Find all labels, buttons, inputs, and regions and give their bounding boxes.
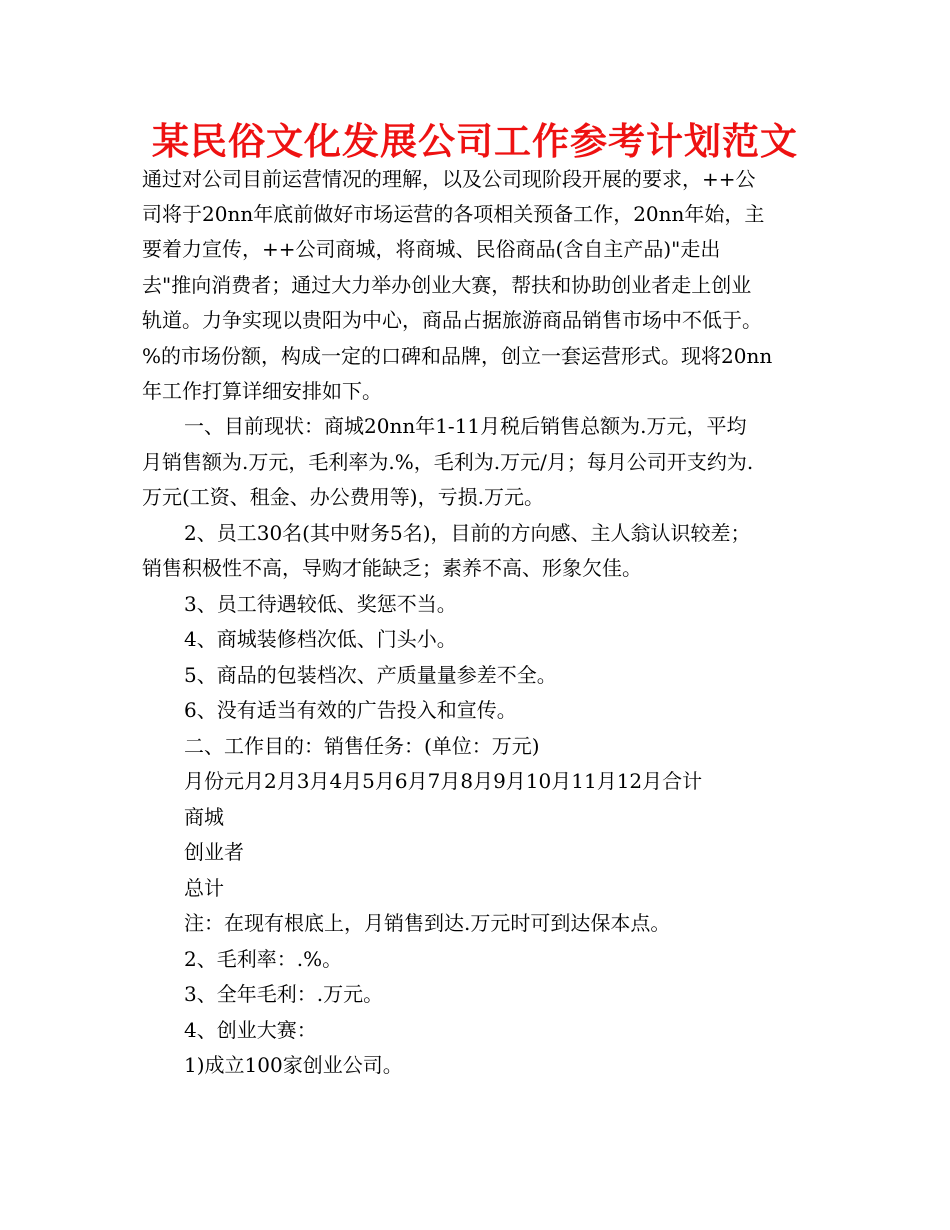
list-item: 3、员工待遇较低、奖惩不当。 — [184, 592, 457, 616]
section-heading: 二、工作目的：销售任务：(单位：万元) — [184, 734, 540, 758]
document-title: 某民俗文化发展公司工作参考计划范文 — [152, 120, 798, 163]
paragraph-line: 一、目前现状：商城20nn年1-11月税后销售总额为.万元，平均 — [184, 414, 747, 438]
paragraph-line: 万元(工资、租金、办公费用等)，亏损.万元。 — [142, 485, 544, 509]
list-item: 2、毛利率：.%。 — [184, 947, 343, 971]
table-row-label: 商城 — [184, 805, 224, 829]
paragraph-line: 月销售额为.万元，毛利率为.%，毛利为.万元/月；每月公司开支约为. — [142, 450, 754, 474]
paragraph-line: 司将于20nn年底前做好市场运营的各项相关预备工作，20nn年始，主 — [142, 202, 765, 226]
paragraph-line: 销售积极性不高，导购才能缺乏；素养不高、形象欠佳。 — [142, 556, 642, 580]
note-line: 注：在现有根底上，月销售到达.万元时可到达保本点。 — [184, 911, 671, 935]
list-item: 4、商城装修档次低、门头小。 — [184, 627, 457, 651]
paragraph-line: 年工作打算详细安排如下。 — [142, 379, 382, 403]
paragraph-line: 轨道。力争实现以贵阳为中心，商品占据旅游商品销售市场中不低于。 — [142, 308, 762, 332]
paragraph-line: %的市场份额，构成一定的口碑和品牌，创立一套运营形式。现将20nn — [142, 344, 773, 368]
table-row-label: 创业者 — [184, 840, 244, 864]
paragraph-line: 去"推向消费者；通过大力举办创业大赛，帮扶和协助创业者走上创业 — [142, 273, 752, 297]
list-item: 5、商品的包装档次、产质量量参差不全。 — [184, 663, 557, 687]
table-row-label: 总计 — [184, 876, 224, 900]
list-item: 6、没有适当有效的广告投入和宣传。 — [184, 698, 517, 722]
list-item: 1)成立100家创业公司。 — [184, 1053, 403, 1077]
paragraph-line: 要着力宣传，++公司商城，将商城、民俗商品(含自主产品)"走出 — [142, 237, 721, 261]
list-item: 3、全年毛利：.万元。 — [184, 982, 384, 1006]
list-item: 4、创业大赛： — [184, 1018, 317, 1042]
table-header-row: 月份元月2月3月4月5月6月7月8月9月10月11月12月合计 — [184, 769, 703, 793]
paragraph-line: 2、员工30名(其中财务5名)，目前的方向感、主人翁认识较差； — [184, 521, 751, 545]
paragraph-line: 通过对公司目前运营情况的理解，以及公司现阶段开展的要求，++公 — [142, 167, 756, 191]
